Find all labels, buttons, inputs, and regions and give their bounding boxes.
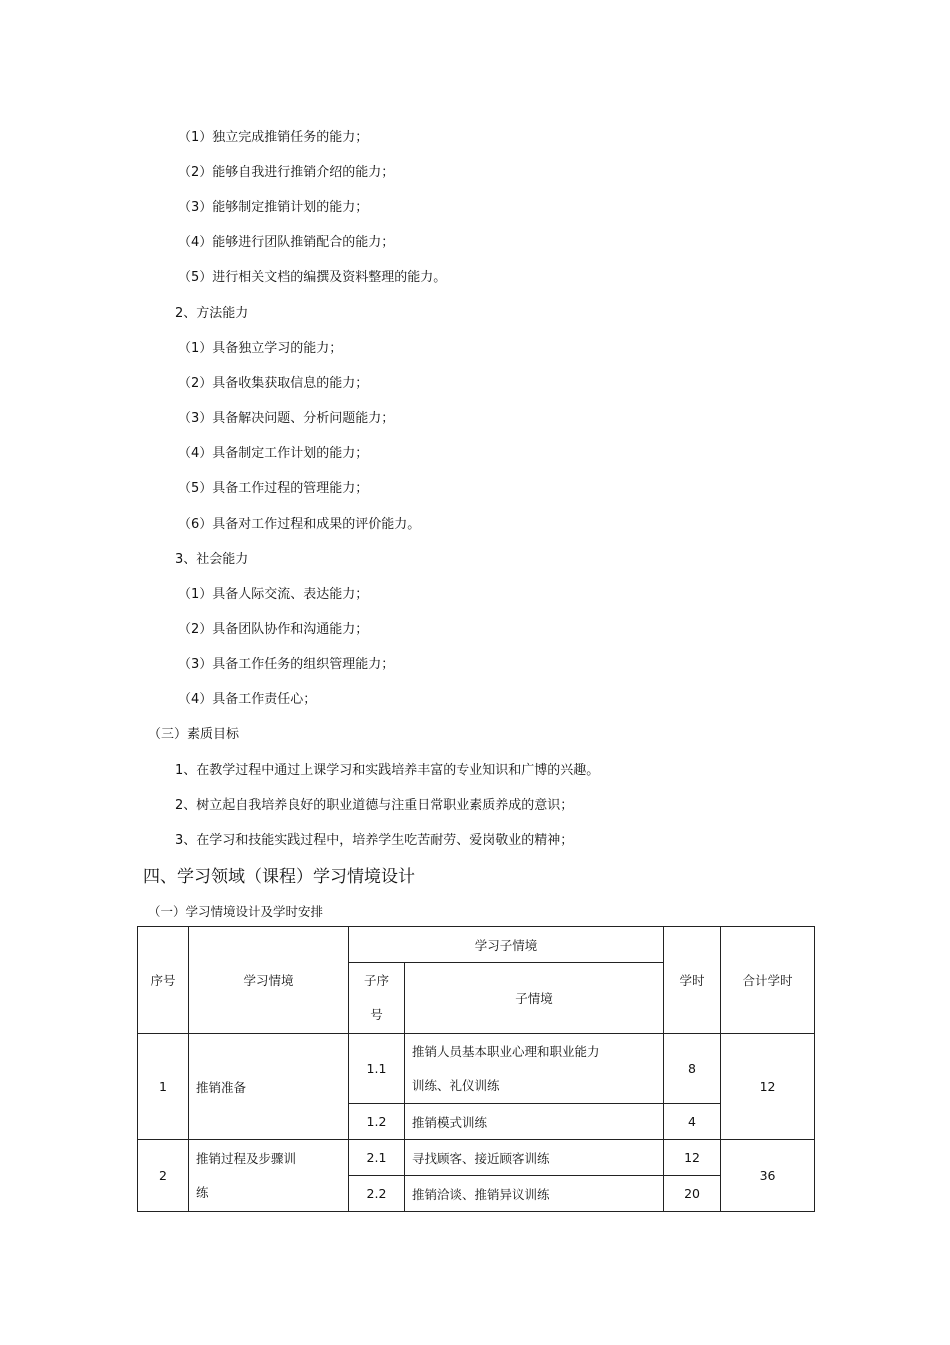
table-row xyxy=(138,1140,815,1176)
row-situation xyxy=(189,1140,349,1212)
text-line: （2）能够自我进行推销介绍的能力； xyxy=(178,165,395,180)
row-situation-line: 推销过程及步骤训 xyxy=(196,1150,297,1166)
text-line: （三）素质目标 xyxy=(148,727,240,742)
row-sub-text: 推销模式训练 xyxy=(405,1104,664,1140)
text-line: （3）具备解决问题、分析问题能力； xyxy=(178,411,395,426)
text-line: 2、树立起自我培养良好的职业道德与注重日常职业素质养成的意识； xyxy=(175,798,574,813)
row-sub-text-line: 训练、礼仪训练 xyxy=(412,1077,500,1093)
text-line: （6）具备对工作过程和成果的评价能力。 xyxy=(178,517,421,532)
header-sub-situation: 子情境 xyxy=(405,963,664,1034)
row-index: 2 xyxy=(138,1140,189,1212)
text-line: （3）能够制定推销计划的能力； xyxy=(178,200,369,215)
text-line: 2、方法能力 xyxy=(175,306,249,321)
row-sub-text xyxy=(405,1034,664,1104)
header-total-hours: 合计学时 xyxy=(721,927,815,1034)
text-line: 3、社会能力 xyxy=(175,552,249,567)
row-hours: 4 xyxy=(664,1104,721,1140)
header-index: 序号 xyxy=(138,927,189,1034)
row-total: 12 xyxy=(721,1034,815,1140)
row-sub-num: 2.2 xyxy=(349,1176,405,1212)
row-hours: 20 xyxy=(664,1176,721,1212)
text-line: （3）具备工作任务的组织管理能力； xyxy=(178,657,395,672)
header-sub-index-line: 号 xyxy=(370,1007,383,1022)
row-situation-line: 练 xyxy=(196,1184,209,1200)
row-sub-text: 寻找顾客、接近顾客训练 xyxy=(405,1140,664,1176)
text-line: （1）具备独立学习的能力； xyxy=(178,341,343,356)
text-line: （2）具备收集获取信息的能力； xyxy=(178,376,369,391)
header-hours: 学时 xyxy=(664,927,721,1034)
header-sub-group: 学习子情境 xyxy=(349,927,664,963)
row-total: 36 xyxy=(721,1140,815,1212)
text-line: （4）能够进行团队推销配合的能力； xyxy=(178,235,395,250)
row-situation: 推销准备 xyxy=(189,1034,349,1140)
header-sub-index-line: 子序 xyxy=(363,973,389,988)
row-sub-text: 推销洽谈、推销异议训练 xyxy=(405,1176,664,1212)
text-line: （1）具备人际交流、表达能力； xyxy=(178,587,369,602)
text-line: （4）具备制定工作计划的能力； xyxy=(178,446,369,461)
row-sub-num: 1.2 xyxy=(349,1104,405,1140)
text-line: 1、在教学过程中通过上课学习和实践培养丰富的专业知识和广博的兴趣。 xyxy=(175,763,600,778)
row-sub-num: 2.1 xyxy=(349,1140,405,1176)
table-row xyxy=(138,1034,815,1104)
text-line: 3、在学习和技能实践过程中，培养学生吃苦耐劳、爱岗敬业的精神； xyxy=(175,833,574,848)
text-line: （5）进行相关文档的编撰及资料整理的能力。 xyxy=(178,270,447,285)
row-index: 1 xyxy=(138,1034,189,1140)
text-line: （2）具备团队协作和沟通能力； xyxy=(178,622,369,637)
header-situation: 学习情境 xyxy=(189,927,349,1034)
subsection-heading: （一）学习情境设计及学时安排 xyxy=(148,904,324,919)
text-line: （4）具备工作责任心； xyxy=(178,692,317,707)
section-heading: 四、学习领域（课程）学习情境设计 xyxy=(143,867,415,887)
table-header-row xyxy=(138,927,815,963)
schedule-table xyxy=(137,926,815,1212)
row-hours: 8 xyxy=(664,1034,721,1104)
text-line: （1）独立完成推销任务的能力； xyxy=(178,130,369,145)
row-sub-num: 1.1 xyxy=(349,1034,405,1104)
row-sub-text-line: 推销人员基本职业心理和职业能力 xyxy=(412,1043,600,1059)
header-sub-index xyxy=(349,963,405,1034)
row-hours: 12 xyxy=(664,1140,721,1176)
text-line: （5）具备工作过程的管理能力； xyxy=(178,481,369,496)
